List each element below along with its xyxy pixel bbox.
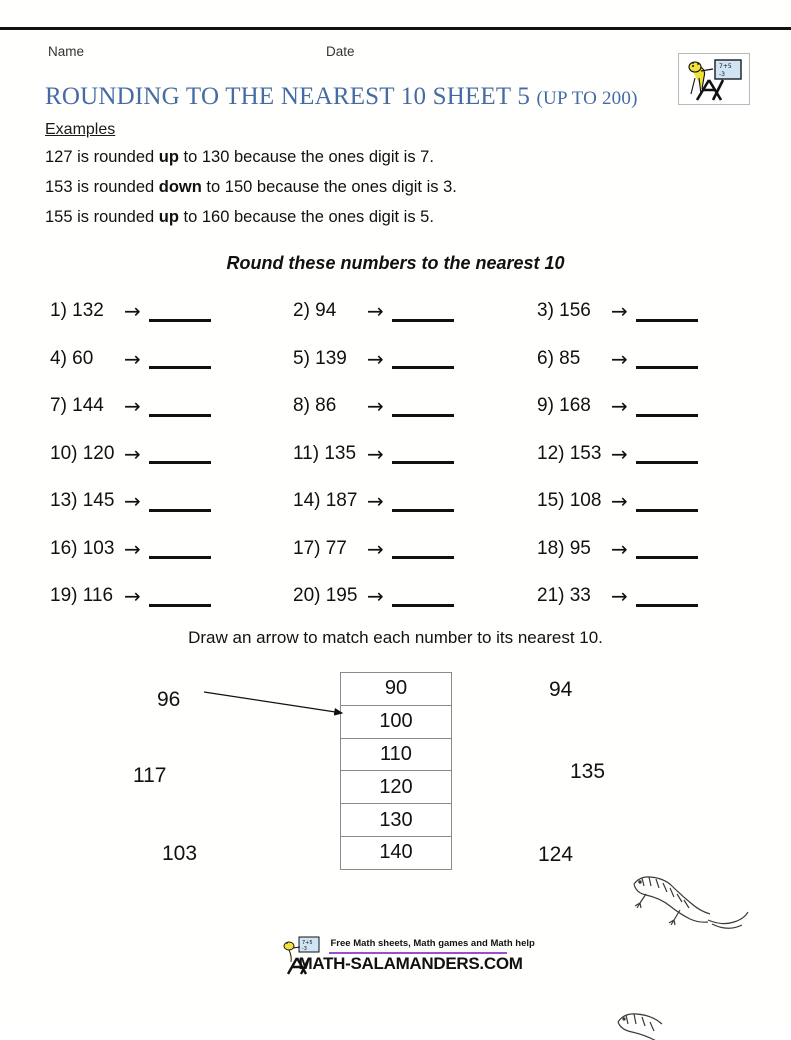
example-2-bold: down xyxy=(158,178,202,196)
problem-row xyxy=(50,296,750,344)
problem-item xyxy=(293,296,454,326)
problem-item xyxy=(50,581,211,611)
arrow-icon: → xyxy=(367,299,384,323)
answer-blank[interactable] xyxy=(636,509,698,512)
example-3-bold: up xyxy=(158,208,179,226)
arrow-icon: → xyxy=(367,536,384,561)
problem-label: 12) 153 xyxy=(537,442,602,464)
problem-label: 3) 156 xyxy=(537,300,591,321)
problem-item xyxy=(537,534,698,564)
svg-text:7+5: 7+5 xyxy=(719,63,732,70)
answer-blank[interactable] xyxy=(392,319,454,322)
answer-blank[interactable] xyxy=(392,461,454,464)
problem-label: 16) 103 xyxy=(50,537,115,559)
page-title xyxy=(45,83,638,111)
problem-item xyxy=(50,439,211,469)
arrow-icon: → xyxy=(367,489,384,513)
problem-item xyxy=(293,439,454,469)
arrow-icon: → xyxy=(611,584,628,608)
arrow-icon: → xyxy=(367,441,384,466)
problem-label: 4) 60 xyxy=(50,347,94,369)
name-label: Name xyxy=(48,44,85,59)
svg-text:-3: -3 xyxy=(301,946,307,952)
matching-target-cell[interactable]: 90 xyxy=(341,673,451,706)
problem-item xyxy=(293,534,454,564)
problem-label: 15) 108 xyxy=(537,490,602,511)
example-line-1 xyxy=(45,148,434,167)
problem-item xyxy=(50,344,211,374)
problem-label: 10) 120 xyxy=(50,442,115,464)
arrow-icon: → xyxy=(367,346,384,371)
arrow-icon: → xyxy=(124,536,141,561)
problems-grid xyxy=(50,296,750,629)
problem-label: 14) 187 xyxy=(293,490,358,511)
problem-label: 21) 33 xyxy=(537,585,591,606)
example-1-pre: 127 is rounded xyxy=(45,148,159,166)
footer-branding xyxy=(0,930,791,990)
matching-target-cell[interactable]: 140 xyxy=(379,841,413,864)
examples-heading: Examples xyxy=(45,121,116,138)
problem-row xyxy=(50,581,750,629)
problem-label: 7) 144 xyxy=(50,395,104,416)
arrow-icon: → xyxy=(367,394,384,418)
answer-blank[interactable] xyxy=(636,414,698,417)
problem-item xyxy=(50,534,211,564)
problem-label: 17) 77 xyxy=(293,537,347,559)
example-3-pre: 155 is rounded xyxy=(45,208,159,226)
svg-text:7+5: 7+5 xyxy=(301,940,313,946)
math-salamanders-logo-icon xyxy=(678,53,750,105)
problem-label: 1) 132 xyxy=(50,300,104,321)
answer-blank[interactable] xyxy=(636,556,698,559)
problem-row xyxy=(50,439,750,487)
arrow-icon: → xyxy=(124,584,141,608)
problem-label: 19) 116 xyxy=(50,585,114,606)
arrow-icon: → xyxy=(124,299,141,323)
problem-item xyxy=(293,391,454,421)
problem-item xyxy=(537,581,698,611)
problem-row xyxy=(50,534,750,582)
footer-tagline: Free Math sheets, Math games and Math help xyxy=(330,938,535,949)
drawn-match-arrow-icon xyxy=(200,685,360,730)
matching-right-number[interactable]: 94 xyxy=(549,678,573,701)
answer-blank[interactable] xyxy=(149,556,211,559)
arrow-icon: → xyxy=(611,299,628,323)
answer-blank[interactable] xyxy=(392,414,454,417)
problem-row xyxy=(50,344,750,392)
matching-left-number[interactable]: 96 xyxy=(157,688,181,711)
problem-item xyxy=(293,486,454,516)
problem-item xyxy=(537,344,698,374)
footer-inner xyxy=(281,930,535,988)
problem-label: 9) 168 xyxy=(537,395,591,416)
arrow-icon: → xyxy=(611,536,628,561)
problem-item xyxy=(293,344,454,374)
svg-text:-3: -3 xyxy=(719,71,725,78)
problem-label: 2) 94 xyxy=(293,300,337,321)
answer-blank[interactable] xyxy=(636,366,698,369)
matching-right-number[interactable]: 124 xyxy=(538,843,574,866)
answer-blank[interactable] xyxy=(149,366,211,369)
round-instruction: Round these numbers to the nearest 10 xyxy=(226,253,565,273)
problem-item xyxy=(537,391,698,421)
example-line-2 xyxy=(45,178,457,197)
matching-right-number[interactable]: 135 xyxy=(570,760,606,783)
footer-site-name: MATH-SALAMANDERS.COM xyxy=(298,954,523,973)
arrow-icon: → xyxy=(611,441,628,466)
answer-blank[interactable] xyxy=(149,604,211,607)
salamander-illustration-icon xyxy=(622,862,750,934)
arrow-icon: → xyxy=(124,346,141,371)
problem-row xyxy=(50,391,750,439)
arrow-icon: → xyxy=(611,346,628,371)
draw-instruction: Draw an arrow to match each number to its nearest 10. xyxy=(188,628,603,647)
problem-item xyxy=(537,486,698,516)
arrow-icon: → xyxy=(367,584,384,608)
top-divider-rule xyxy=(0,27,791,30)
example-1-post: to 130 because the ones digit is 7. xyxy=(178,148,434,166)
answer-blank[interactable] xyxy=(636,461,698,464)
matching-target-cell[interactable]: 100 xyxy=(341,706,451,739)
matching-target-cell[interactable]: 110 xyxy=(341,739,451,772)
salamander-illustration-partial-icon xyxy=(610,1000,740,1040)
example-line-3 xyxy=(45,208,434,227)
problem-item xyxy=(293,581,454,611)
example-1-bold: up xyxy=(158,148,179,166)
problem-label: 5) 139 xyxy=(293,347,347,369)
answer-blank[interactable] xyxy=(392,556,454,559)
answer-blank[interactable] xyxy=(149,414,211,417)
matching-target-cell[interactable]: 120 xyxy=(341,771,451,804)
arrow-icon: → xyxy=(124,489,141,513)
problem-item xyxy=(50,296,211,326)
date-label: Date xyxy=(326,44,355,59)
problem-item xyxy=(537,296,698,326)
name-date-header xyxy=(48,44,708,64)
answer-blank[interactable] xyxy=(636,604,698,607)
problem-item xyxy=(50,391,211,421)
arrow-icon: → xyxy=(611,489,628,513)
problem-label: 11) 135 xyxy=(293,442,357,464)
matching-left-number[interactable]: 117 xyxy=(133,764,167,787)
problem-label: 6) 85 xyxy=(537,347,581,369)
answer-blank[interactable] xyxy=(392,366,454,369)
answer-blank[interactable] xyxy=(636,319,698,322)
answer-blank[interactable] xyxy=(392,509,454,512)
problem-label: 20) 195 xyxy=(293,585,358,606)
page-title-suffix: (UP TO 200) xyxy=(536,88,638,109)
arrow-icon: → xyxy=(124,394,141,418)
problem-label: 8) 86 xyxy=(293,395,337,416)
problem-item xyxy=(50,486,211,516)
arrow-icon: → xyxy=(124,441,141,466)
problem-item xyxy=(537,439,698,469)
problem-row xyxy=(50,486,750,534)
page-title-main: ROUNDING TO THE NEAREST 10 SHEET 5 xyxy=(45,83,531,110)
answer-blank[interactable] xyxy=(149,461,211,464)
answer-blank[interactable] xyxy=(392,604,454,607)
arrow-icon: → xyxy=(611,394,628,418)
matching-left-number[interactable]: 103 xyxy=(162,842,198,865)
example-2-post: to 150 because the ones digit is 3. xyxy=(201,178,457,196)
answer-blank[interactable] xyxy=(149,319,211,322)
problem-label: 13) 145 xyxy=(50,490,115,511)
problem-label: 18) 95 xyxy=(537,537,591,559)
example-3-post: to 160 because the ones digit is 5. xyxy=(178,208,434,226)
answer-blank[interactable] xyxy=(149,509,211,512)
matching-target-cell[interactable]: 130 xyxy=(341,804,451,837)
example-2-pre: 153 is rounded xyxy=(45,178,159,196)
